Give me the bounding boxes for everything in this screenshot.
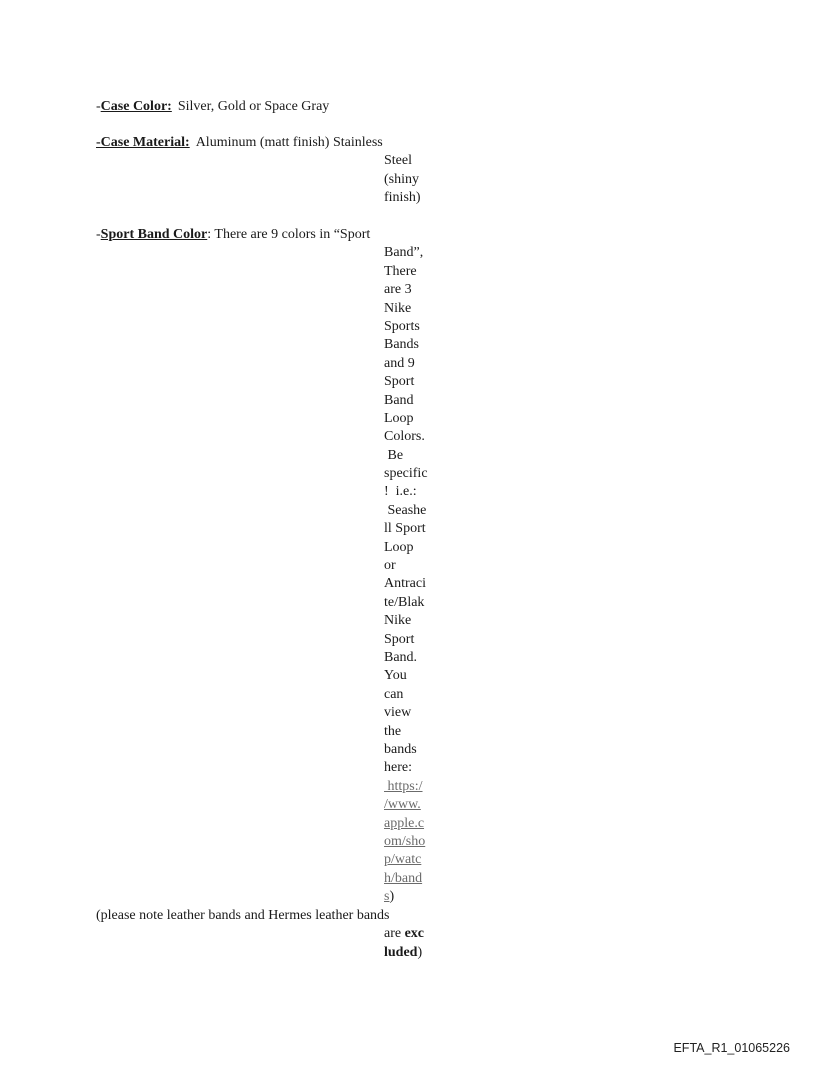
bands-url-link[interactable]: apple.c <box>384 815 425 831</box>
case-material-line <box>96 134 383 152</box>
sport-band-prefix: - <box>96 227 101 242</box>
sport-band-wrap-line: Colors. <box>384 429 425 445</box>
sport-band-wrap-line: Band”, <box>384 245 424 261</box>
sport-band-wrap-line: Loop <box>384 410 414 426</box>
sport-band-wrap-line: Bands <box>384 337 419 353</box>
document-id: EFTA_R1_01065226 <box>673 1041 790 1055</box>
sport-band-wrap-line: te/Blak <box>384 594 425 610</box>
case-material-wrap <box>384 152 421 207</box>
sport-band-wrap-line: Nike <box>384 613 412 629</box>
bands-url-link[interactable]: h/band <box>384 870 423 886</box>
sport-band-wrap-line: You <box>384 668 407 684</box>
sport-band-wrap-line: Loop <box>384 539 414 555</box>
note-bold: luded <box>384 944 418 960</box>
sport-band-wrap-line: Seashe <box>384 502 427 518</box>
sport-band-wrap-line: Band <box>384 392 414 408</box>
sport-band-wrap-line: Sport <box>384 374 415 390</box>
case-material-wrap-line: (shiny <box>384 171 419 187</box>
sport-band-wrap-line: can <box>384 686 404 702</box>
sport-band-wrap-line: Be <box>384 447 404 463</box>
sport-band-wrap-line: bands <box>384 741 417 757</box>
note-plain: are <box>384 926 405 942</box>
case-color-prefix: - <box>96 99 101 114</box>
sport-band-wrap-line: specific <box>384 466 428 482</box>
sport-band-wrap-line: or <box>384 558 396 574</box>
close-paren: ) <box>389 889 395 905</box>
sport-band-wrap-line: Nike <box>384 300 412 316</box>
bands-url-link[interactable]: om/sho <box>384 833 426 849</box>
sport-band-label: Sport Band Color <box>100 227 208 242</box>
sport-band-wrap-line: Sports <box>384 318 420 334</box>
case-material-label: -Case Material: <box>96 135 190 150</box>
case-material-wrap-line: Steel <box>384 153 412 169</box>
case-color-line <box>96 98 329 116</box>
sport-band-wrap-line: There <box>384 263 417 279</box>
sport-band-line <box>96 226 370 244</box>
sport-band-wrap-line: ! i.e.: <box>384 484 417 500</box>
sport-band-wrap-line: Antraci <box>384 576 426 592</box>
case-material-value: Aluminum (matt finish) Stainless <box>195 135 383 150</box>
sport-band-wrap-line: ll Sport <box>384 521 426 537</box>
sport-band-intro: : There are 9 colors in “Sport <box>207 227 371 242</box>
bands-url-link[interactable]: https:/ <box>384 778 423 794</box>
case-color-label: Case Color: <box>100 99 172 114</box>
sport-band-wrap-line: view <box>384 705 412 721</box>
note-first-line: (please note leather bands and Hermes leather bands <box>96 908 390 923</box>
sport-band-wrap-line: are 3 <box>384 282 412 298</box>
case-color-value: Silver, Gold or Space Gray <box>177 99 330 114</box>
bands-url-link[interactable]: s <box>384 889 390 905</box>
sport-band-wrap-line: and 9 <box>384 355 415 371</box>
note-wrap <box>384 925 424 962</box>
case-material-wrap-line: finish) <box>384 190 421 206</box>
sport-band-wrap <box>384 244 428 906</box>
note-line <box>96 907 390 925</box>
note-plain: ) <box>417 944 423 960</box>
note-bold: exc <box>404 926 425 942</box>
bands-url-link[interactable]: p/watc <box>384 852 422 868</box>
sport-band-wrap-line: Sport <box>384 631 415 647</box>
sport-band-wrap-line: Band. <box>384 649 418 665</box>
sport-band-wrap-line: the <box>384 723 402 739</box>
bands-url-link[interactable]: /www. <box>384 797 421 813</box>
sport-band-wrap-line: here: <box>384 760 412 776</box>
